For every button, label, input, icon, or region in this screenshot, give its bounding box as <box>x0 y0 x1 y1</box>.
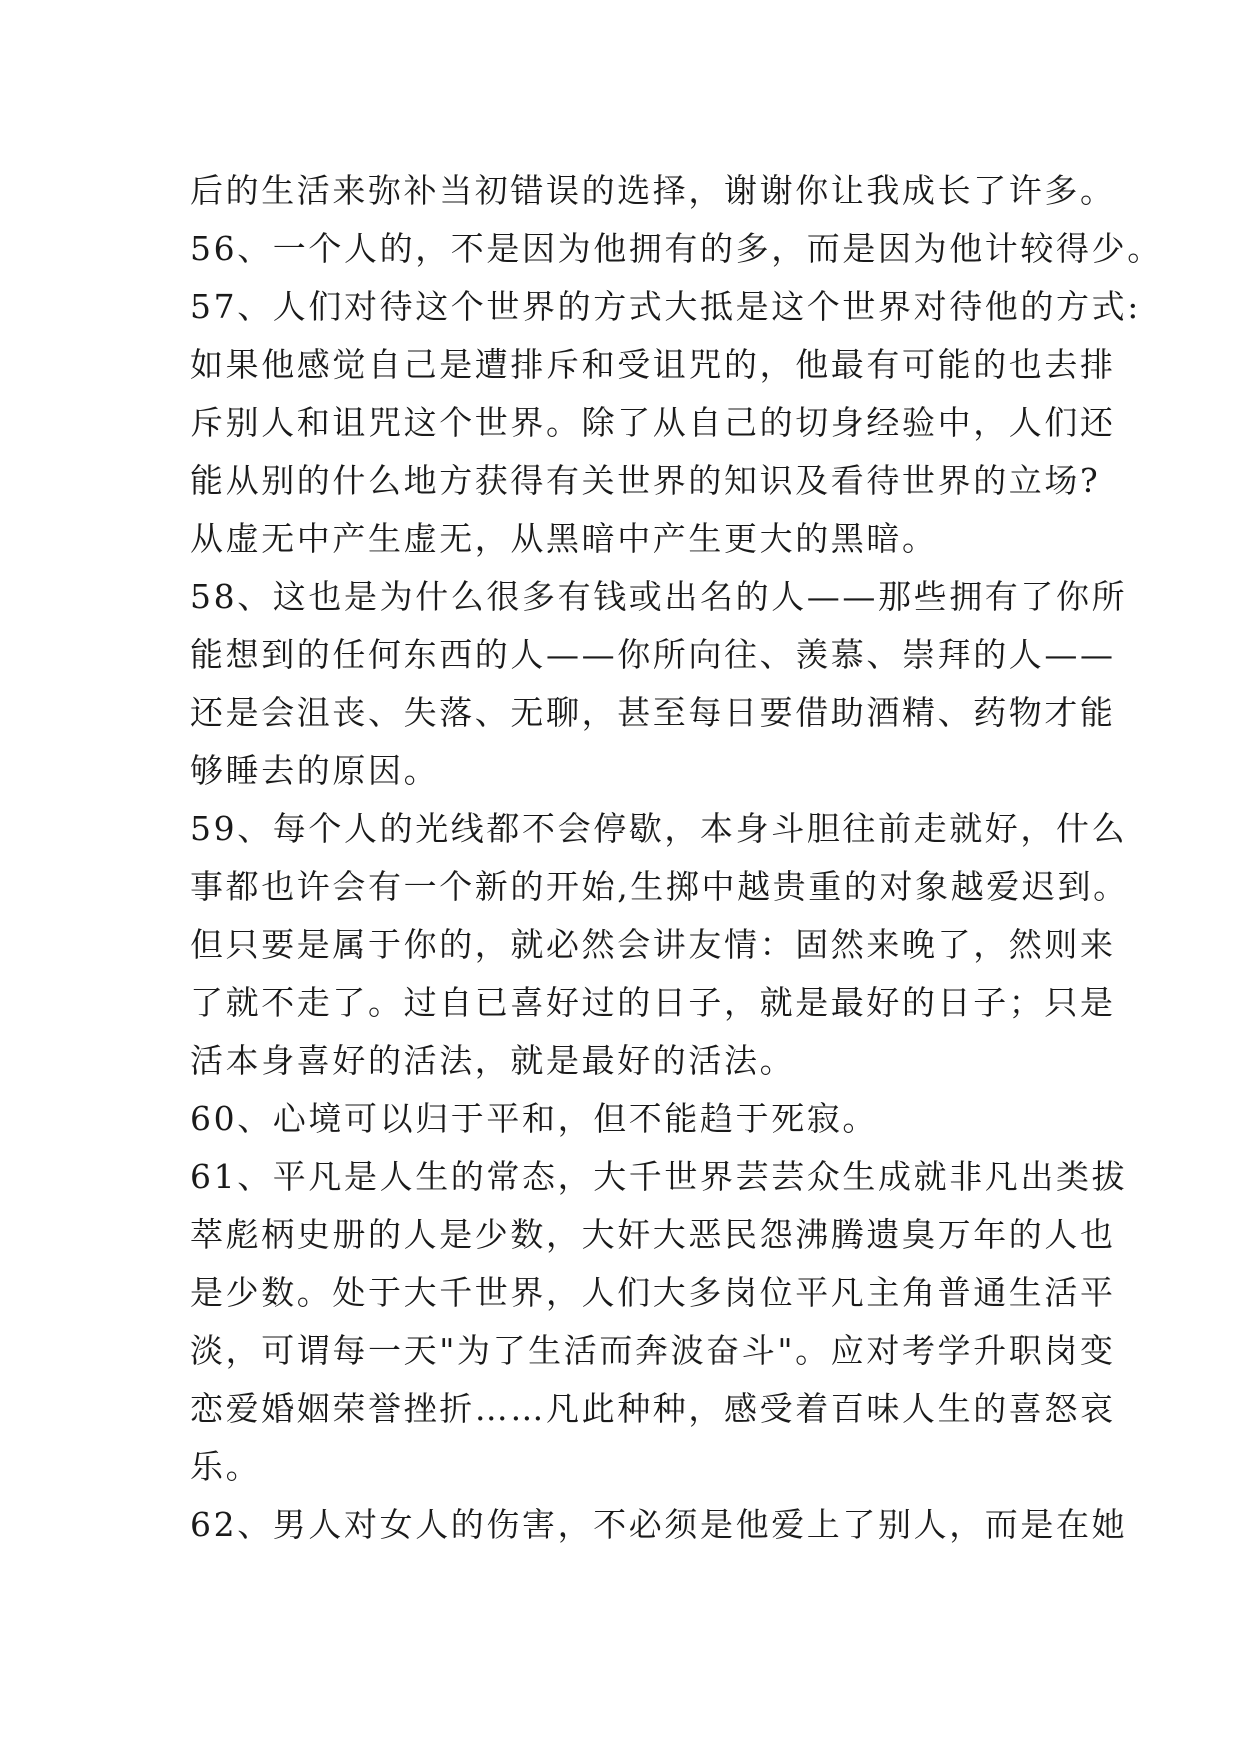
text-line: 59、每个人的光线都不会停歇，本身斗胆往前走就好，什么 <box>190 809 1128 848</box>
text-line: 能想到的任何东西的人——你所向往、羡慕、崇拜的人—— <box>190 635 1116 674</box>
text-line: 萃彪柄史册的人是少数，大奸大恶民怨沸腾遗臭万年的人也 <box>190 1215 1116 1254</box>
text-line: 事都也许会有一个新的开始,生掷中越贵重的对象越爱迟到。 <box>190 867 1129 906</box>
text-line: 活本身喜好的活法，就是最好的活法。 <box>190 1041 796 1080</box>
text-line: 但只要是属于你的，就必然会讲友情：固然来晚了，然则来 <box>190 925 1116 964</box>
text-line: 58、这也是为什么很多有钱或出名的人——那些拥有了你所 <box>190 577 1128 616</box>
text-line: 淡，可谓每一天"为了生活而奔波奋斗"。应对考学升职岗变 <box>190 1331 1116 1370</box>
text-line: 恋爱婚姻荣誉挫折……凡此种种，感受着百味人生的喜怒哀 <box>190 1389 1116 1428</box>
text-line: 还是会沮丧、失落、无聊，甚至每日要借助酒精、药物才能 <box>190 693 1116 732</box>
text-line: 从虚无中产生虚无，从黑暗中产生更大的黑暗。 <box>190 519 938 558</box>
text-line: 能从别的什么地方获得有关世界的知识及看待世界的立场? <box>190 461 1101 500</box>
text-line: 如果他感觉自己是遭排斥和受诅咒的，他最有可能的也去排 <box>190 345 1116 384</box>
text-line: 56、一个人的，不是因为他拥有的多，而是因为他计较得少。 <box>190 229 1163 268</box>
text-line: 乐。 <box>190 1447 262 1486</box>
text-line: 够睡去的原因。 <box>190 751 440 790</box>
text-line: 了就不走了。过自已喜好过的日子，就是最好的日子；只是 <box>190 983 1116 1022</box>
document-body <box>190 162 1163 1554</box>
text-line: 斥别人和诅咒这个世界。除了从自己的切身经验中，人们还 <box>190 403 1116 442</box>
text-line: 是少数。处于大千世界，人们大多岗位平凡主角普通生活平 <box>190 1273 1116 1312</box>
text-line: 61、平凡是人生的常态，大千世界芸芸众生成就非凡出类拔 <box>190 1157 1128 1196</box>
text-line: 57、人们对待这个世界的方式大抵是这个世界对待他的方式: <box>190 287 1141 326</box>
text-line: 后的生活来弥补当初错误的选择，谢谢你让我成长了许多。 <box>190 171 1116 210</box>
text-line: 62、男人对女人的伤害，不必须是他爱上了别人，而是在她 <box>190 1505 1128 1544</box>
text-line: 60、心境可以归于平和，但不能趋于死寂。 <box>190 1099 878 1138</box>
